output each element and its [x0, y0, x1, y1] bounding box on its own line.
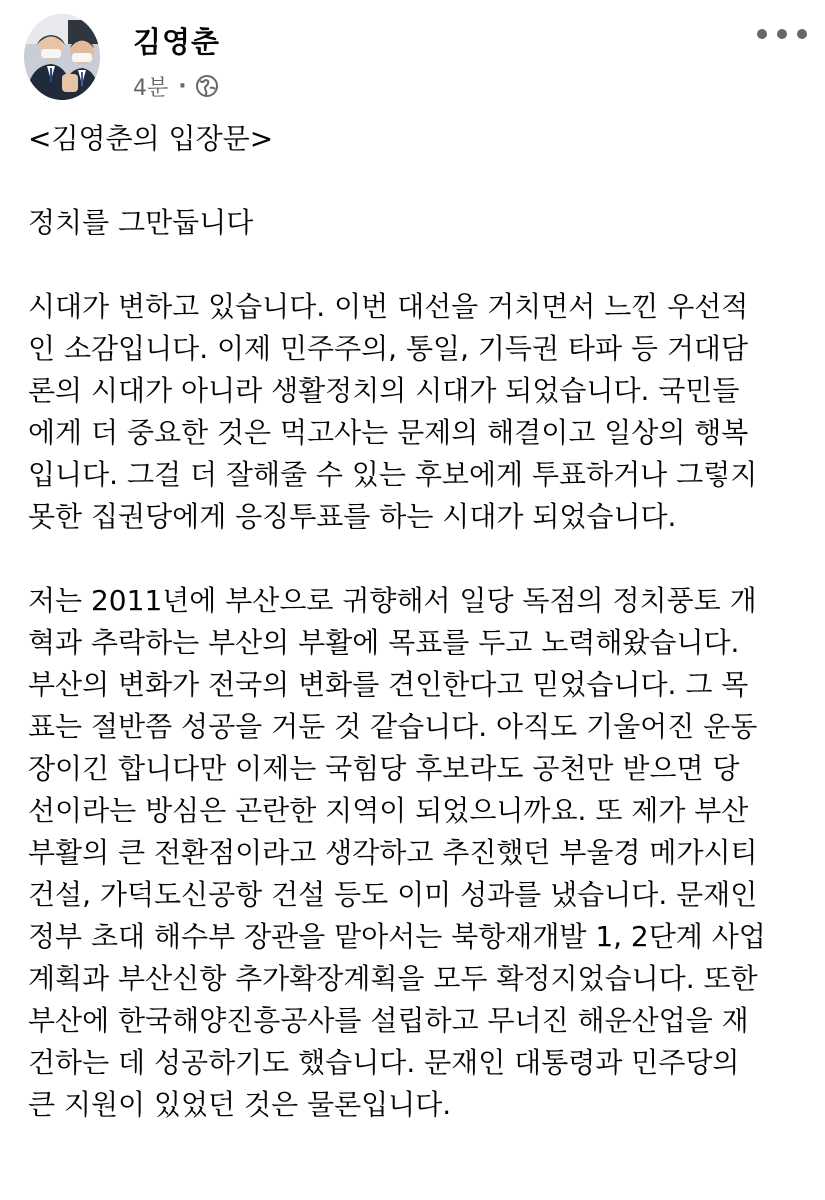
ellipsis-icon: [777, 29, 787, 39]
more-options-button[interactable]: [757, 22, 807, 46]
post-line: 선이라는 방심은 곤란한 지역이 되었으니까요. 또 제가 부산: [28, 794, 749, 827]
post-line: 입니다. 그걸 더 잘해줄 수 있는 후보에게 투표하거나 그렇지: [28, 458, 758, 491]
ellipsis-icon: [757, 29, 767, 39]
post-line: 못한 집권당에게 응징투표를 하는 시대가 되었습니다.: [28, 500, 677, 533]
post-line: 장이긴 합니다만 이제는 국힘당 후보라도 공천만 받으면 당: [28, 752, 740, 785]
globe-icon[interactable]: [195, 74, 219, 98]
post-meta: [133, 70, 219, 102]
avatar-photo: [24, 14, 100, 100]
post-line: 에게 더 중요한 것은 먹고사는 문제의 해결이고 일상의 행복: [28, 416, 749, 449]
post-line: 정부 초대 해수부 장관을 맡아서는 북항재개발 1, 2단계 사업: [28, 920, 766, 953]
post-line: 론의 시대가 아니라 생활정치의 시대가 되었습니다. 국민들: [28, 374, 740, 407]
post-line: 정치를 그만둡니다: [28, 206, 254, 239]
post-header: [0, 0, 825, 110]
post-line: 건설, 가덕도신공항 건설 등도 이미 성과를 냈습니다. 문재인: [28, 878, 758, 911]
post-timestamp[interactable]: 4분: [133, 75, 169, 101]
ellipsis-icon: [797, 29, 807, 39]
post-line: 큰 지원이 있었던 것은 물론입니다.: [28, 1088, 452, 1121]
post-line: 시대가 변하고 있습니다. 이번 대선을 거치면서 느낀 우선적: [28, 290, 749, 323]
post-line: 부산의 변화가 전국의 변화를 견인한다고 믿었습니다. 그 목: [28, 668, 749, 701]
post-line: 건하는 데 성공하기도 했습니다. 문재인 대통령과 민주당의: [28, 1046, 740, 1079]
post-line: 부산에 한국해양진흥공사를 설립하고 무너진 해운산업을 재: [28, 1004, 749, 1037]
post-line: <김영춘의 입장문>: [28, 122, 274, 155]
post-line: 부활의 큰 전환점이라고 생각하고 추진했던 부울경 메가시티: [28, 836, 758, 869]
post-line-blank: [28, 160, 818, 202]
author-name[interactable]: 김영춘: [133, 25, 221, 59]
post-line: 표는 절반쯤 성공을 거둔 것 같습니다. 아직도 기울어진 운동: [28, 710, 758, 743]
post-line: 계획과 부산신항 추가확장계획을 모두 확정지었습니다. 또한: [28, 962, 758, 995]
post-line-blank: [28, 538, 818, 580]
post-line: 저는 2011년에 부산으로 귀향해서 일당 독점의 정치풍토 개: [28, 584, 757, 617]
meta-separator: ·: [178, 73, 187, 99]
post-body: [28, 118, 818, 1126]
post-line: 인 소감입니다. 이제 민주주의, 통일, 기득권 타파 등 거대담: [28, 332, 749, 365]
author-avatar[interactable]: [24, 14, 100, 100]
post-line: 혁과 추락하는 부산의 부활에 목표를 두고 노력해왔습니다.: [28, 626, 740, 659]
post-line-blank: [28, 244, 818, 286]
